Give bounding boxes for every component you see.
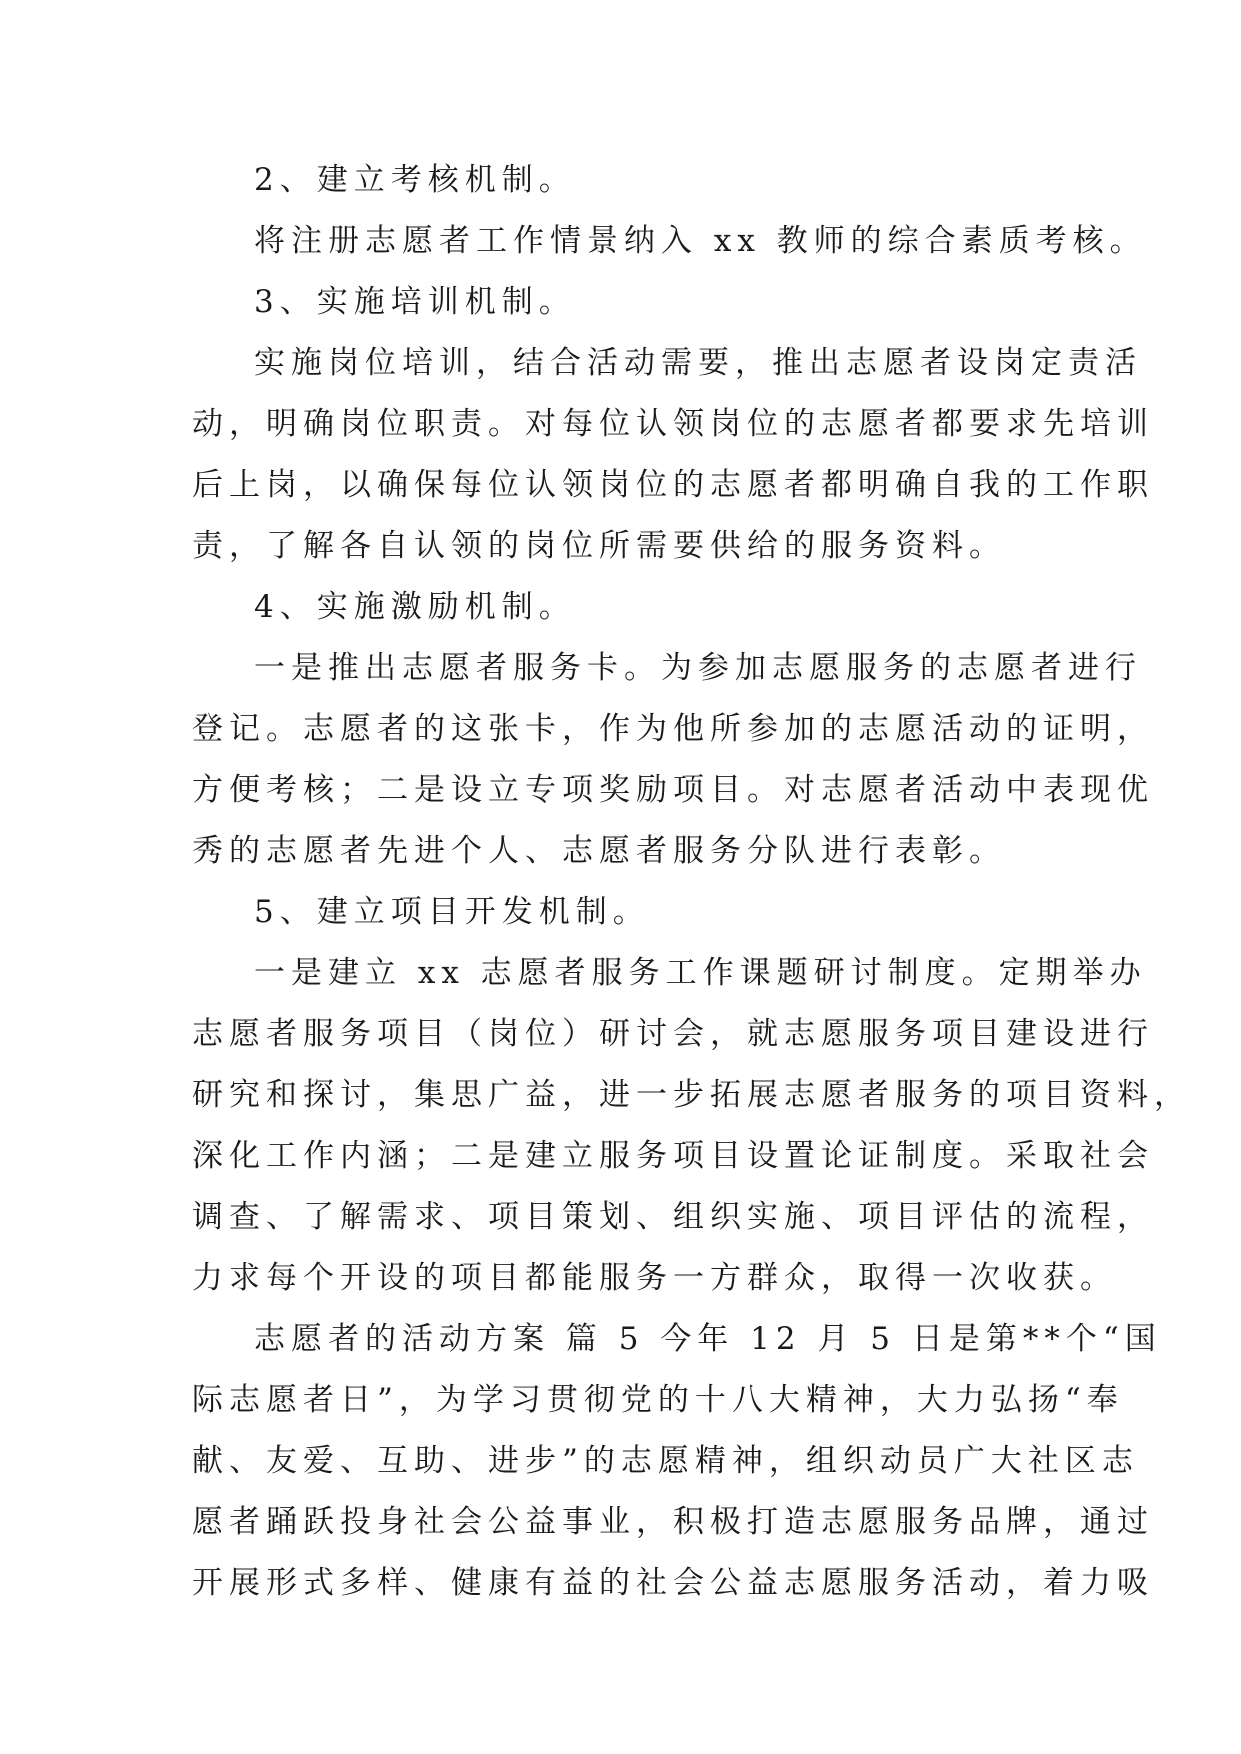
- text-line: 力求每个开设的项目都能服务一方群众，取得一次收获。: [192, 1260, 1117, 1296]
- paragraph: [192, 577, 1052, 638]
- text-line: 献、友爱、互助、进步”的志愿精神，组织动员广大社区志: [192, 1443, 1139, 1479]
- text-line: 方便考核；二是设立专项奖励项目。对志愿者活动中表现优: [192, 772, 1154, 808]
- paragraph: [192, 943, 1191, 1309]
- text-line: 志愿者的活动方案 篇 5 今年 12 月 5 日是第**个“国: [254, 1321, 1162, 1357]
- text-line: 秀的志愿者先进个人、志愿者服务分队进行表彰。: [192, 833, 1006, 869]
- text-line: 志愿者服务项目（岗位）研讨会，就志愿服务项目建设进行: [192, 1016, 1154, 1052]
- text-line: 后上岗，以确保每位认领岗位的志愿者都明确自我的工作职: [192, 467, 1154, 503]
- paragraph: [192, 272, 1052, 333]
- text-line: 登记。志愿者的这张卡，作为他所参加的志愿活动的证明，: [192, 711, 1154, 747]
- text-line: 际志愿者日”，为学习贯彻党的十八大精神，大力弘扬“奉: [192, 1382, 1124, 1418]
- document-body: [192, 150, 1191, 1614]
- text-line: 责，了解各自认领的岗位所需要供给的服务资料。: [192, 528, 1006, 564]
- text-line: 4、实施激励机制。: [254, 589, 576, 625]
- paragraph: [192, 150, 1052, 211]
- text-line: 2、建立考核机制。: [254, 162, 576, 198]
- text-line: 动，明确岗位职责。对每位认领岗位的志愿者都要求先培训: [192, 406, 1154, 442]
- text-line: 将注册志愿者工作情景纳入 xx 教师的综合素质考核。: [254, 223, 1147, 259]
- text-line: 3、实施培训机制。: [254, 284, 576, 320]
- text-line: 实施岗位培训，结合活动需要，推出志愿者设岗定责活: [254, 345, 1142, 381]
- text-line: 一是建立 xx 志愿者服务工作课题研讨制度。定期举办: [254, 955, 1147, 991]
- text-line: 一是推出志愿者服务卡。为参加志愿服务的志愿者进行: [254, 650, 1142, 686]
- text-line: 5、建立项目开发机制。: [254, 894, 650, 930]
- text-line: 愿者踊跃投身社会公益事业，积极打造志愿服务品牌，通过: [192, 1504, 1154, 1540]
- text-line: 研究和探讨，集思广益，进一步拓展志愿者服务的项目资料，: [192, 1077, 1191, 1113]
- paragraph: [192, 882, 1052, 943]
- text-line: 开展形式多样、健康有益的社会公益志愿服务活动，着力吸: [192, 1565, 1154, 1601]
- text-line: 调查、了解需求、项目策划、组织实施、项目评估的流程，: [192, 1199, 1154, 1235]
- paragraph: [192, 333, 1154, 577]
- paragraph: [192, 1309, 1162, 1614]
- paragraph: [192, 211, 1147, 272]
- paragraph: [192, 638, 1154, 882]
- text-line: 深化工作内涵；二是建立服务项目设置论证制度。采取社会: [192, 1138, 1154, 1174]
